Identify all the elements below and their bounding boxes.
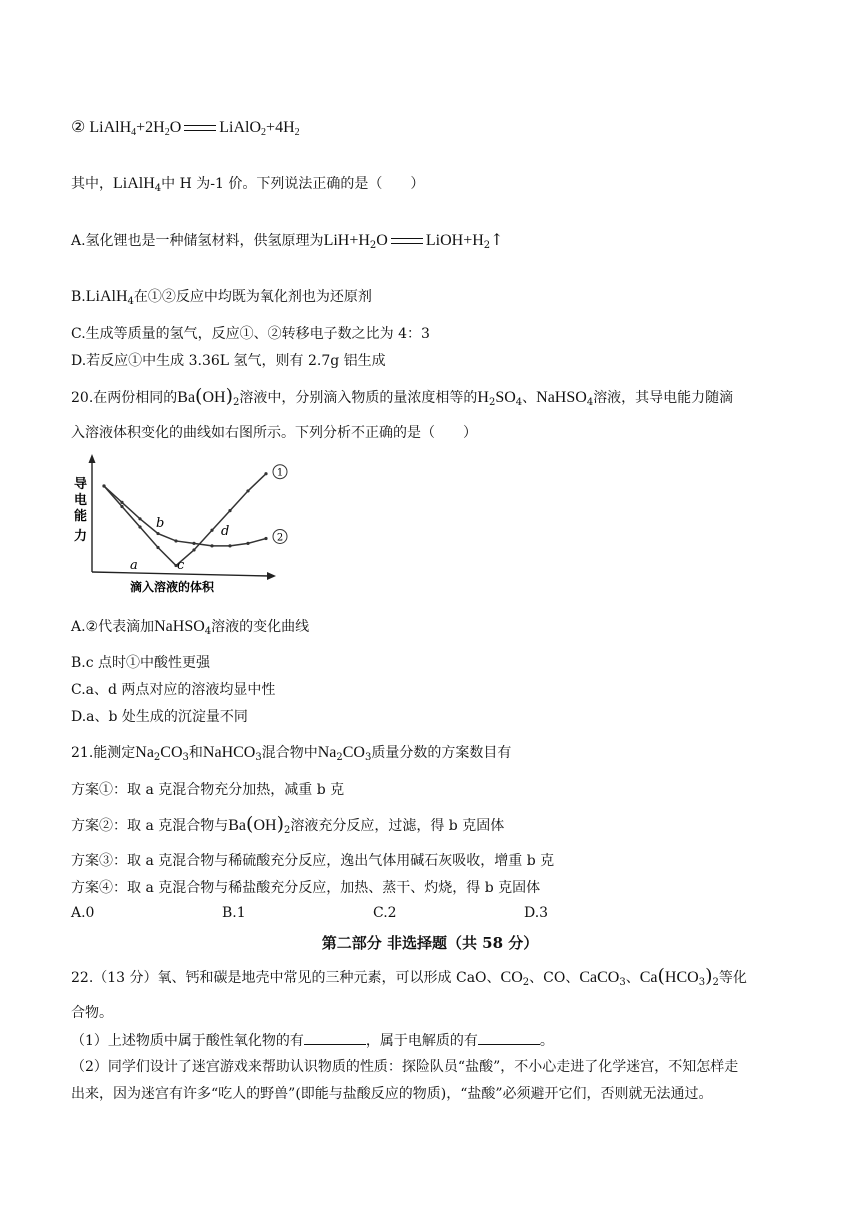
series-2-point [210,544,213,547]
q19-option-a: A.氢化锂也是一种储氢材料，供氢原理为$LiH+H_2O$ $LiOH+H_2↑$ [71,230,504,251]
q20-option-c: C.a、d 两点对应的溶液均显中性 [71,682,276,698]
series-2-point [246,542,249,545]
series-2-point [138,517,141,520]
series-2-point [156,532,159,535]
y-axis-label-4: 力 [74,529,88,544]
series-1-point [264,472,267,475]
series-1-point [192,548,195,551]
equals-sign [184,125,216,131]
series-1-label: 1 [276,467,284,479]
q20-option-d: D.a、b 处生成的沉淀量不同 [71,709,248,725]
q20-stem-line1: 20.在两份相同的$Ba(OH)_2$溶液中，分别滴入物质的量浓度相等的$H_2SO_4$、NaHSO$_4$溶液，其导电能力随滴 [71,385,734,408]
q21-scheme-1: 方案①：取 a 克混合物充分加热，减重 b 克 [71,782,345,798]
series-2-point [228,544,231,547]
series-2-point [174,539,177,542]
point-label-d: d [221,524,230,539]
series-2-point [192,542,195,545]
q21-option-c: C.2 [373,905,397,921]
series-1-point [120,505,123,508]
series-1-point [246,489,249,492]
q22-part1: （1）上述物质中属于酸性氧化物的有 ，属于电解质的有 。 [71,1030,554,1051]
q22-stem-line1: 22.（13 分）氧、钙和碳是地壳中常见的三种元素，可以形成 CaO、$CO_2$、CO、CaCO$_3$、$Ca(HCO_3)_2$等化 [71,965,747,988]
point-label-a: a [130,558,138,573]
circled-number: ② [71,119,86,136]
series-line-1 [104,474,266,566]
x-axis-arrow-icon [267,572,276,580]
q22-part2-line1: （2）同学们设计了迷宫游戏来帮助认识物质的性质：探险队员“盐酸”，不小心走进了化学迷宫，不知怎样走 [71,1059,739,1075]
series-1-point [210,529,213,532]
y-axis-label-1: 导 [74,477,88,492]
series-1-point [156,546,159,549]
up-arrow-icon: ↑ [490,230,504,249]
equals-sign [391,238,423,244]
q22-stem-line2: 合物。 [71,1005,113,1021]
conductivity-chart [70,452,284,597]
series-2-label: 2 [276,532,284,544]
series-1-point [228,509,231,512]
q21-stem: 21.能测定$Na_2CO_3$和NaHCO$_3$混合物中$Na_2CO_3$质量分数的方案数目有 [71,744,512,763]
x-axis-label: 滴入溶液的体积 [130,580,215,594]
q19-option-d: D.若反应①中生成 3.36L 氢气，则有 2.7g 铝生成 [71,353,386,369]
series-1-point [138,525,141,528]
q19-option-b: B.LiAlH$_4$在①②反应中均既为氧化剂也为还原剂 [71,288,372,307]
answer-blank-2[interactable] [478,1030,540,1045]
q20-stem-line2: 入溶液体积变化的曲线如右图所示。下列分析不正确的是（ ） [71,425,477,441]
q19-stem: 其中，LiAlH$_4$中 H 为-1 价。下列说法正确的是（ ） [71,175,425,194]
q21-scheme-4: 方案④：取 a 克混合物与稀盐酸充分反应，加热、蒸干、灼烧，得 b 克固体 [71,880,541,896]
q20-option-a: A.②代表滴加NaHSO$_4$溶液的变化曲线 [71,618,310,637]
q21-option-b: B.1 [222,905,246,921]
y-axis-label-2: 电 [74,493,88,508]
series-line-2 [104,486,266,546]
q21-option-a: A.0 [71,905,95,921]
q22-part2-line2: 出来，因为迷宫有许多“吃人的野兽”(即能与盐酸反应的物质)，“盐酸”必须避开它们，否则就无法通过。 [71,1086,713,1102]
q19-option-c: C.生成等质量的氢气，反应①、②转移电子数之比为 4：3 [71,326,430,342]
point-label-c: c [177,558,185,573]
q20-option-b: B.c 点时①中酸性更强 [71,655,211,671]
q21-scheme-3: 方案③：取 a 克混合物与稀硫酸充分反应，逸出气体用碱石灰吸收，增重 b 克 [71,853,555,869]
answer-blank-1[interactable] [304,1030,366,1045]
series-2-point [264,537,267,540]
y-axis-label-3: 能 [74,509,88,524]
y-axis-arrow-icon [89,454,96,463]
series-2-point [102,484,105,487]
series-2-point [120,501,123,504]
equation-2: ② $LiAlH_4+2H_2O$ $LiAlO_2+4H_2$ [71,119,300,138]
section-heading: 第二部分 非选择题（共 58 分） [321,934,539,952]
point-label-b: b [156,516,165,531]
q21-option-d: D.3 [524,905,549,921]
q21-scheme-2: 方案②：取 a 克混合物与$Ba(OH)_2$溶液充分反应，过滤，得 b 克固体 [71,813,505,836]
